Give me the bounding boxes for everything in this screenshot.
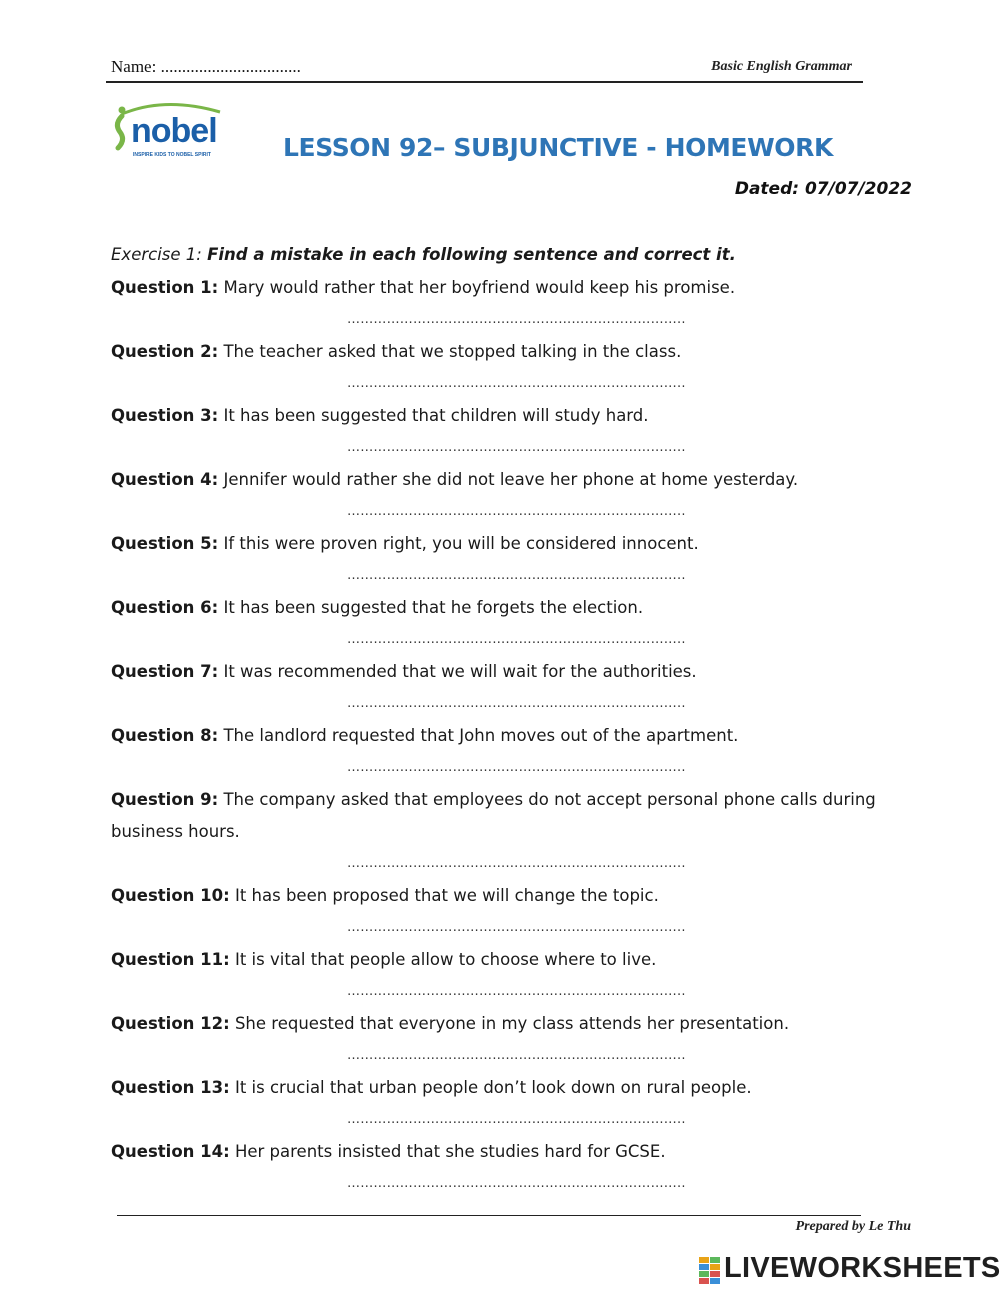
exercise-instruction [111, 240, 911, 270]
liveworksheets-logo-icon [699, 1257, 721, 1285]
question-text: The company asked that employees do not accept personal phone calls during business hours. [111, 790, 876, 841]
answer-line[interactable]: ………………………………………………………………….. [347, 312, 686, 327]
exercise-separator: : [196, 245, 208, 264]
answer-line[interactable]: ………………………………………………………………….. [347, 1048, 686, 1063]
question-label: Question 4: [111, 470, 219, 489]
answer-line[interactable]: ………………………………………………………………….. [347, 632, 686, 647]
name-field-label: Name: ................................. [111, 57, 301, 76]
question-item [111, 592, 911, 624]
question-label: Question 9: [111, 790, 219, 809]
question-text: It was recommended that we will wait for the authorities. [218, 662, 697, 681]
question-item [111, 400, 911, 432]
question-text: It has been suggested that children will study hard. [218, 406, 649, 425]
course-title: Basic English Grammar [711, 59, 852, 74]
question-item [111, 784, 911, 848]
logo-tagline: INSPIRE KIDS TO NOBEL SPIRIT [133, 152, 211, 158]
question-label: Question 7: [111, 662, 219, 681]
date-label: Dated: 07/07/2022 [734, 179, 912, 199]
answer-line[interactable]: ………………………………………………………………….. [347, 856, 686, 871]
header-divider [106, 81, 863, 83]
exercise-instruction-text: Find a mistake in each following sentence and correct it. [207, 245, 736, 264]
question-text: It has been proposed that we will change the topic. [229, 886, 659, 905]
question-item [111, 1008, 911, 1040]
question-label: Question 12: [111, 1014, 230, 1033]
question-item [111, 1072, 911, 1104]
page-title: LESSON 92– SUBJUNCTIVE - HOMEWORK [283, 133, 833, 162]
question-text: The teacher asked that we stopped talking in the class. [218, 342, 682, 361]
answer-line[interactable]: ………………………………………………………………….. [347, 920, 686, 935]
question-text: Her parents insisted that she studies hard for GCSE. [229, 1142, 666, 1161]
question-label: Question 10: [111, 886, 230, 905]
answer-line[interactable]: ………………………………………………………………….. [347, 1112, 686, 1127]
question-label: Question 14: [111, 1142, 230, 1161]
answer-line[interactable]: ………………………………………………………………….. [347, 1176, 686, 1191]
answer-line[interactable]: ………………………………………………………………….. [347, 760, 686, 775]
question-label: Question 6: [111, 598, 219, 617]
question-label: Question 2: [111, 342, 219, 361]
question-label: Question 3: [111, 406, 219, 425]
question-item [111, 880, 911, 912]
footer-divider [117, 1215, 861, 1216]
question-item [111, 528, 911, 560]
answer-line[interactable]: ………………………………………………………………….. [347, 440, 686, 455]
exercise-content [111, 240, 911, 1200]
question-item [111, 656, 911, 688]
question-item [111, 1136, 911, 1168]
question-label: Question 1: [111, 278, 219, 297]
question-label: Question 8: [111, 726, 219, 745]
exercise-label: Exercise 1 [111, 245, 197, 264]
answer-line[interactable]: ………………………………………………………………….. [347, 504, 686, 519]
answer-line[interactable]: ………………………………………………………………….. [347, 984, 686, 999]
question-item [111, 272, 911, 304]
question-item [111, 336, 911, 368]
question-list [111, 272, 911, 1200]
question-text: If this were proven right, you will be considered innocent. [218, 534, 699, 553]
question-label: Question 5: [111, 534, 219, 553]
question-text: Jennifer would rather she did not leave her phone at home yesterday. [218, 470, 799, 489]
answer-line[interactable]: ………………………………………………………………….. [347, 376, 686, 391]
question-text: It is crucial that urban people don’t look down on rural people. [229, 1078, 752, 1097]
question-text: She requested that everyone in my class attends her presentation. [229, 1014, 790, 1033]
answer-line[interactable]: ………………………………………………………………….. [347, 696, 686, 711]
liveworksheets-brand: LIVEWORKSHEETS [724, 1252, 1000, 1284]
answer-line[interactable]: ………………………………………………………………….. [347, 568, 686, 583]
question-text: It has been suggested that he forgets the election. [218, 598, 644, 617]
question-item [111, 464, 911, 496]
prepared-by: Prepared by Le Thu [795, 1219, 911, 1234]
question-text: The landlord requested that John moves out of the apartment. [218, 726, 739, 745]
logo-wordmark: nobel [131, 112, 217, 150]
question-item [111, 944, 911, 976]
question-item [111, 720, 911, 752]
question-text: Mary would rather that her boyfriend would keep his promise. [218, 278, 736, 297]
question-label: Question 11: [111, 950, 230, 969]
question-text: It is vital that people allow to choose where to live. [229, 950, 657, 969]
question-label: Question 13: [111, 1078, 230, 1097]
